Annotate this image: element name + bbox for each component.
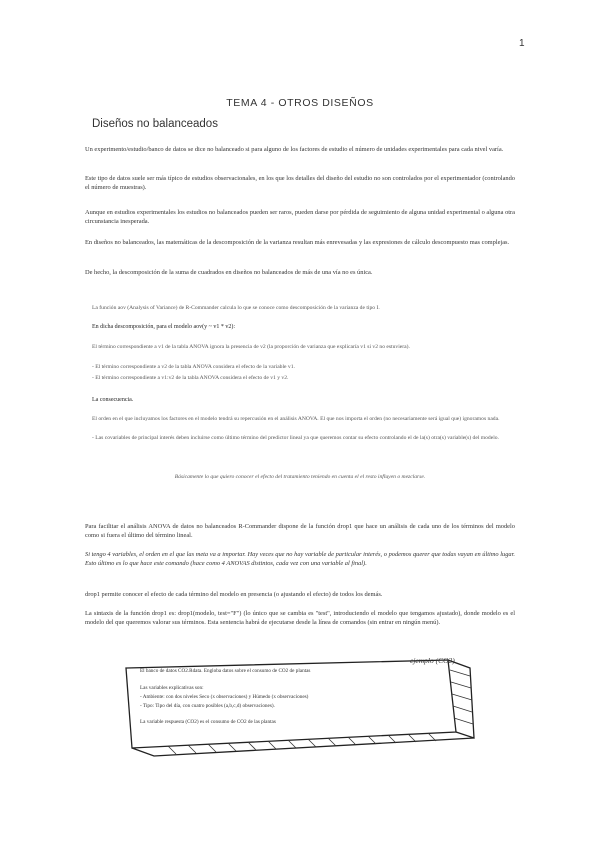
note-aov-line2: - El término correspondiente a v2 de la tabla ANOVA considera el efecto de la variable v1. — [92, 364, 295, 370]
paragraph-experimental: Aunque en estudios experimentales los estudios no balanceados pueden ser raros, pueden darse por pérdida de seguimiento de alguna unidad experimental o alguna otra circunstancia inesperada. — [85, 209, 515, 226]
page-number: 1 — [519, 38, 525, 49]
note-consequence-heading: La consecuencia. — [92, 397, 134, 403]
note-consequence-line1: El orden en el que incluyamos los factores en el modelo tendrá su repercusión en el análisis ANOVA. El que nos importa el orden (no necesariamente será igual que) ignoramos nada. — [92, 416, 500, 422]
note-aov-heading: En dicha descomposición, para el modelo aov(y ~ v1 * v2): — [92, 324, 236, 330]
center-note: Básicamente lo que quiero conocer el efecto del tratamiento teniendo en cuenta el el resto influyen o mezclarse. — [174, 474, 426, 480]
paragraph-decomposition: De hecho, la descomposición de la suma de cuadrados en diseños no balanceados de más de una vía no es única. — [85, 269, 373, 276]
page-title: TEMA 4 - OTROS DISEÑOS — [226, 97, 374, 109]
section-subtitle: Diseños no balanceados — [92, 118, 218, 130]
example-label: ejemplo (CO2) — [410, 656, 455, 665]
example-line-4: - Tipo: Tipo del día, con cuatro posibles (a,b,c,d) observaciones). — [140, 703, 275, 709]
note-aov-line1: El término correspondiente a v1 de la tabla ANOVA ignora la presencia de v2 (la proporción de varianza que explicaría v1 si v2 no estuviera). — [92, 344, 410, 350]
example-line-5: La variable respuesta (CO2) es el consumo de CO2 de las plantas — [140, 719, 276, 725]
paragraph-math: En diseños no balanceados, las matemáticas de la descomposición de la varianza resultan más enrevesadas y las expresiones de cálculo descompuesto mas complejas. — [85, 239, 510, 246]
example-line-2: Las variables explicativas son: — [140, 685, 204, 691]
paragraph-drop1-syntax: La sintaxis de la función drop1 es: drop1(modelo, test="F") (lo único que se cambia es "test", introduciendo el modelo que tengamos ajustado), donde modelo es el modelo del que queremos valorar sus términos. Esta sentencia habrá de ejecutarse desde la línea de comandos (sin entrar en ningún menú). — [85, 610, 515, 627]
note-consequence-line2: - Las covariables de principal interés deben incluirse como último término del predictor lineal ya que queremos contar su efecto controlando el de la(s) otra(s) variable(s) del modelo. — [92, 435, 499, 441]
paragraph-definition: Un experimento/estudio/banco de datos se dice no balanceado si para alguno de los factores de estudio el número de unidades experimentales para cada nivel varía. — [85, 146, 504, 153]
paragraph-drop1-effect: drop1 permite conocer el efecto de cada término del modelo en presencia (o ajustando el efecto) de todos los demás. — [85, 591, 383, 598]
paragraph-drop1-intro: Para facilitar el análisis ANOVA de datos no balanceados R-Commander dispone de la función drop1 que hace un análisis de cada uno de los términos del modelo como si fuera el último del término lineal. — [85, 523, 515, 540]
note-aov-line3: - El término correspondiente a v1:v2 de la tabla ANOVA considera el efecto de v1 y v2. — [92, 375, 289, 381]
paragraph-order: Si tengo 4 variables, el orden en el que las meta va a importar. Hay veces que no hay variable de particular interés, o podemos querer que todas vayan en último lugar. Esto último es lo que hace este comando (hace como 4 ANOVAS distintos, cada vez con una variable al final). — [85, 551, 515, 568]
note-aov-intro: La función aov (Analysis of Variance) de R-Commander calcula lo que se conoce como descomposición de la varianza de tipo I. — [92, 305, 380, 311]
paragraph-observational: Este tipo de datos suele ser más típico de estudios observacionales, en los que los detalles del diseño del estudio no son controlados por el experimentador (controlando el número de muestras). — [85, 175, 515, 192]
example-line-3: - Ambiente: con dos niveles Seco (x observaciones) y Húmedo (x observaciones) — [140, 694, 309, 700]
example-line-1: El banco de datos CO2.Rdata. Engloba datos sobre el consumo de CO2 de plantas — [140, 668, 311, 674]
